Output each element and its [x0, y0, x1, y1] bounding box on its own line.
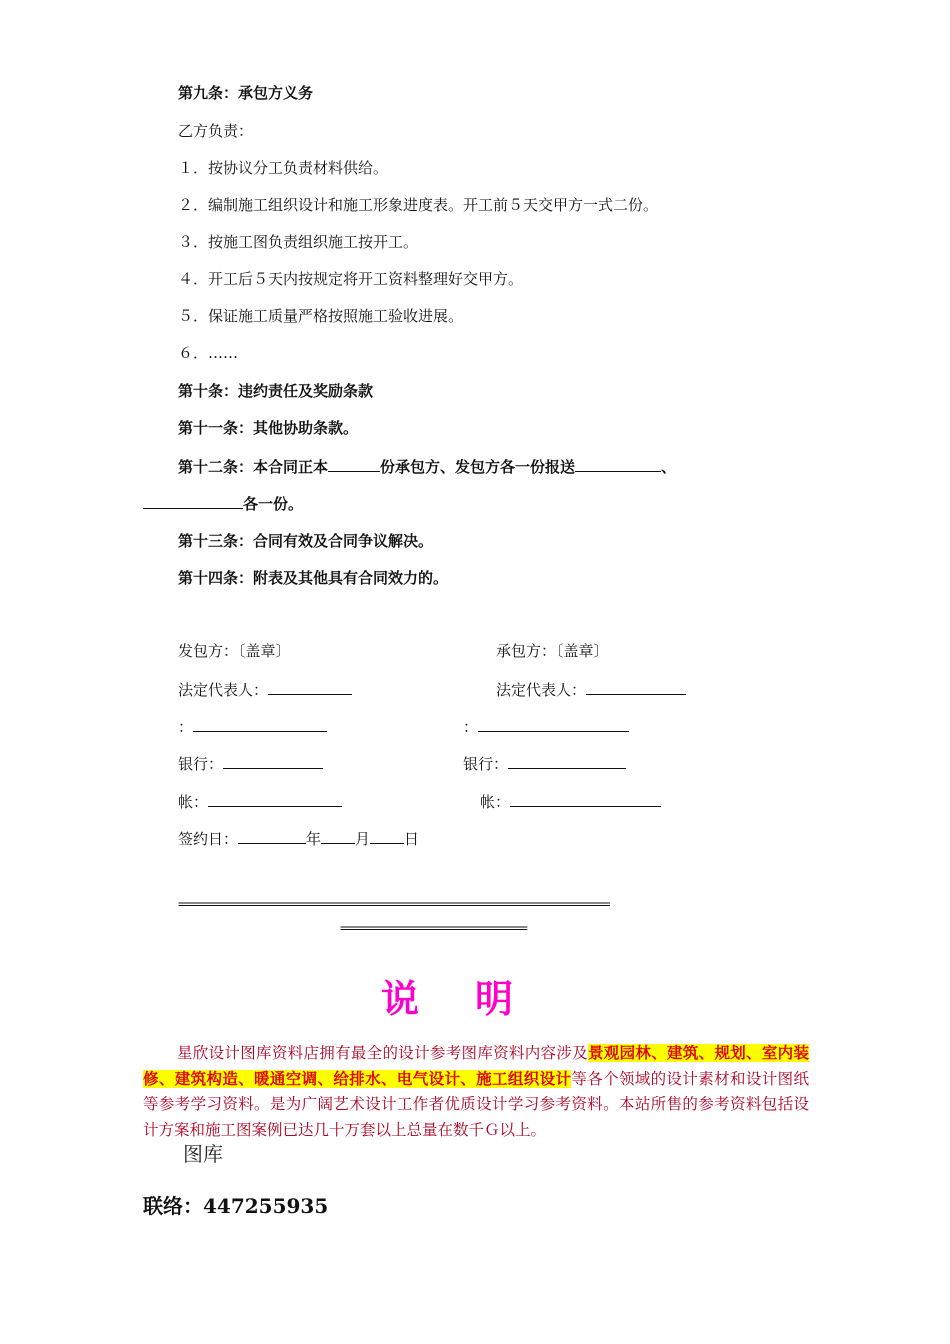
tuku-label: 图库 — [183, 1142, 223, 1166]
employer-account — [178, 791, 342, 812]
article-11: 第十一条：其他协助条款。 — [178, 419, 359, 437]
notice-title: 说明 — [380, 977, 569, 1021]
article-12-text: 各一份。 — [243, 495, 304, 513]
account-label: 帐： — [480, 793, 511, 811]
article-9-intro: 乙方负责： — [178, 122, 254, 140]
year-blank — [238, 828, 306, 844]
contractor-bank — [463, 753, 626, 774]
day-blank — [370, 828, 404, 844]
article-9-heading: 第九条：承包方义务 — [178, 84, 314, 102]
field-blank — [478, 716, 629, 732]
field-label: ： — [178, 718, 194, 736]
article-12-continued — [143, 493, 303, 514]
rep-blank — [586, 679, 686, 695]
sign-date — [178, 828, 419, 849]
article-13: 第十三条：合同有效及合同争议解决。 — [178, 532, 434, 550]
contractor-account — [480, 791, 661, 812]
month-blank — [321, 828, 355, 844]
notice-highlight: 景观园林、建筑、规划、室内装修、建筑构造、暖通空调、给排水、电气设计、施工组织设计 — [143, 1044, 809, 1088]
year-label: 年 — [306, 830, 322, 848]
copies-blank — [328, 456, 380, 472]
rep-label: 法定代表人： — [178, 681, 269, 699]
bank-blank — [223, 753, 323, 769]
rep-blank — [268, 679, 352, 695]
date-label: 签约日： — [178, 830, 239, 848]
article-9-item: ４．开工后５天内按规定将开工资料整理好交甲方。 — [178, 270, 524, 288]
employer-field — [178, 716, 327, 737]
separator-line: ================================ — [340, 921, 527, 935]
article-12-text: 份承包方、发包方各一份报送 — [380, 458, 576, 476]
article-9-item: １．按协议分工负责材料供给。 — [178, 159, 389, 177]
bank-label: 银行： — [463, 755, 509, 773]
notice-text-before: 星欣设计图库资料店拥有最全的设计参考图库资料内容涉及 — [177, 1044, 588, 1062]
article-9-item: ５．保证施工质量严格按照施工验收进展。 — [178, 307, 464, 325]
article-9-item: ３．按施工图负责组织施工按开工。 — [178, 233, 419, 251]
employer-bank — [178, 753, 323, 774]
report-to-blank — [575, 456, 661, 472]
article-12-text: 、 — [661, 458, 677, 476]
article-9-item: ２．编制施工组织设计和施工形象进度表。开工前５天交甲方一式二份。 — [178, 196, 659, 214]
contact-info: 联络：447255935 — [143, 1194, 329, 1218]
article-14: 第十四条：附表及其他具有合同效力的。 — [178, 569, 449, 587]
account-blank — [510, 791, 661, 807]
employer-rep — [178, 679, 352, 700]
article-12-text: 第十二条：本合同正本 — [178, 458, 329, 476]
account-label: 帐： — [178, 793, 209, 811]
employer-party: 发包方：〔盖章〕 — [178, 642, 291, 660]
bank-label: 银行： — [178, 755, 224, 773]
contractor-field — [463, 716, 629, 737]
notice-text-after: 等各个领域的设计素材和设计图纸等参考学习资料。是为广阔艺术设计工作者优质设计学习参考资料。本站所售的参考资料包括设计方案和施工图案例已达几十万套以上总量在数千Ｇ以上。 — [143, 1069, 809, 1139]
report-to-blank — [143, 493, 243, 509]
notice-text — [143, 1041, 809, 1143]
day-label: 日 — [404, 830, 420, 848]
article-10: 第十条：违约责任及奖励条款 — [178, 382, 374, 400]
contractor-rep — [496, 679, 686, 700]
contractor-party: 承包方：〔盖章〕 — [496, 642, 609, 660]
article-9-item: ６．…… — [178, 344, 239, 362]
article-12 — [178, 456, 676, 477]
field-label: ： — [463, 718, 479, 736]
account-blank — [208, 791, 342, 807]
month-label: 月 — [355, 830, 371, 848]
bank-blank — [508, 753, 626, 769]
rep-label: 法定代表人： — [496, 681, 587, 699]
field-blank — [193, 716, 327, 732]
separator-line: ========================================================================== — [178, 897, 610, 911]
